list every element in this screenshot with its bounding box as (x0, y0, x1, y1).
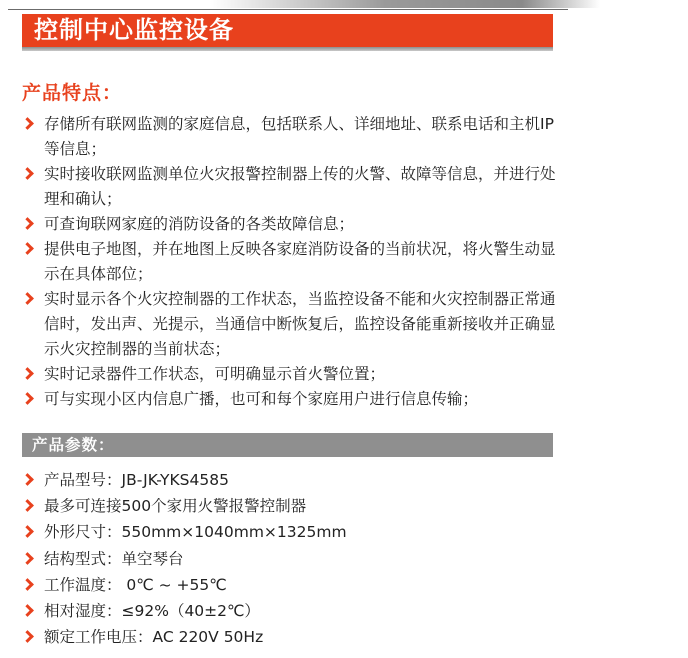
param-text: 产品型号：JB-JK-YKS4585 (44, 471, 229, 489)
chevron-right-icon (21, 526, 34, 539)
param-item (22, 519, 562, 545)
param-text: 最多可连接500个家用火警报警控制器 (44, 497, 307, 516)
chevron-right-icon (21, 499, 34, 512)
top-decor-strip (210, 0, 600, 8)
chevron-right-icon (21, 392, 34, 405)
chevron-right-icon (21, 292, 34, 305)
feature-text: 可查询联网家庭的消防设备的各类故障信息； (44, 215, 355, 233)
param-text: 外形尺寸：550mm×1040mm×1325mm (44, 523, 347, 542)
chevron-right-icon (21, 367, 34, 380)
feature-text: 提供电子地图，并在地图上反映各家庭消防设备的当前状况，将火警生动显示在具体部位； (44, 240, 556, 283)
param-text: 结构型式：单空琴台 (44, 549, 184, 568)
params-heading: 产品参数： (32, 436, 115, 454)
param-text: 额定工作电压：AC 220V 50Hz (44, 628, 264, 647)
params-section-bar (22, 433, 553, 457)
feature-item (22, 362, 562, 387)
param-text: 工作温度： 0℃ ~ +55℃ (44, 575, 227, 594)
feature-item (22, 237, 562, 287)
param-item (22, 467, 562, 493)
feature-item (22, 212, 562, 237)
param-item (22, 598, 562, 624)
param-item (22, 493, 562, 519)
title-banner-shadow (22, 47, 553, 51)
feature-item (22, 162, 562, 212)
params-list (22, 467, 562, 650)
page-title: 控制中心监控设备 (34, 16, 234, 44)
chevron-right-icon (21, 167, 34, 180)
param-item (22, 572, 562, 598)
features-list (22, 112, 562, 412)
chevron-right-icon (21, 630, 34, 643)
chevron-right-icon (21, 242, 34, 255)
feature-text: 可与实现小区内信息广播，也可和每个家庭用户进行信息传输； (44, 390, 479, 408)
feature-item (22, 287, 562, 362)
title-banner (22, 14, 553, 47)
chevron-right-icon (21, 217, 34, 230)
param-text: 相对湿度：≤92%（40±2℃） (44, 602, 260, 621)
chevron-right-icon (21, 117, 34, 130)
feature-item (22, 112, 562, 162)
chevron-right-icon (21, 604, 34, 617)
feature-item (22, 387, 562, 412)
top-divider (8, 9, 568, 10)
feature-text: 实时显示各个火灾控制器的工作状态，当监控设备不能和火灾控制器正常通信时，发出声、光提示，当通信中断恢复后，监控设备能重新接收并正确显示火灾控制器的当前状态； (44, 290, 556, 358)
chevron-right-icon (21, 552, 34, 565)
features-heading: 产品特点： (22, 82, 123, 104)
param-item (22, 624, 562, 650)
feature-text: 实时接收联网监测单位火灾报警控制器上传的火警、故障等信息，并进行处理和确认； (44, 165, 556, 208)
chevron-right-icon (21, 578, 34, 591)
feature-text: 存储所有联网监测的家庭信息，包括联系人、详细地址、联系电话和主机IP等信息； (44, 115, 554, 158)
param-item (22, 546, 562, 572)
feature-text: 实时记录器件工作状态，可明确显示首火警位置； (44, 365, 386, 383)
chevron-right-icon (21, 473, 34, 486)
